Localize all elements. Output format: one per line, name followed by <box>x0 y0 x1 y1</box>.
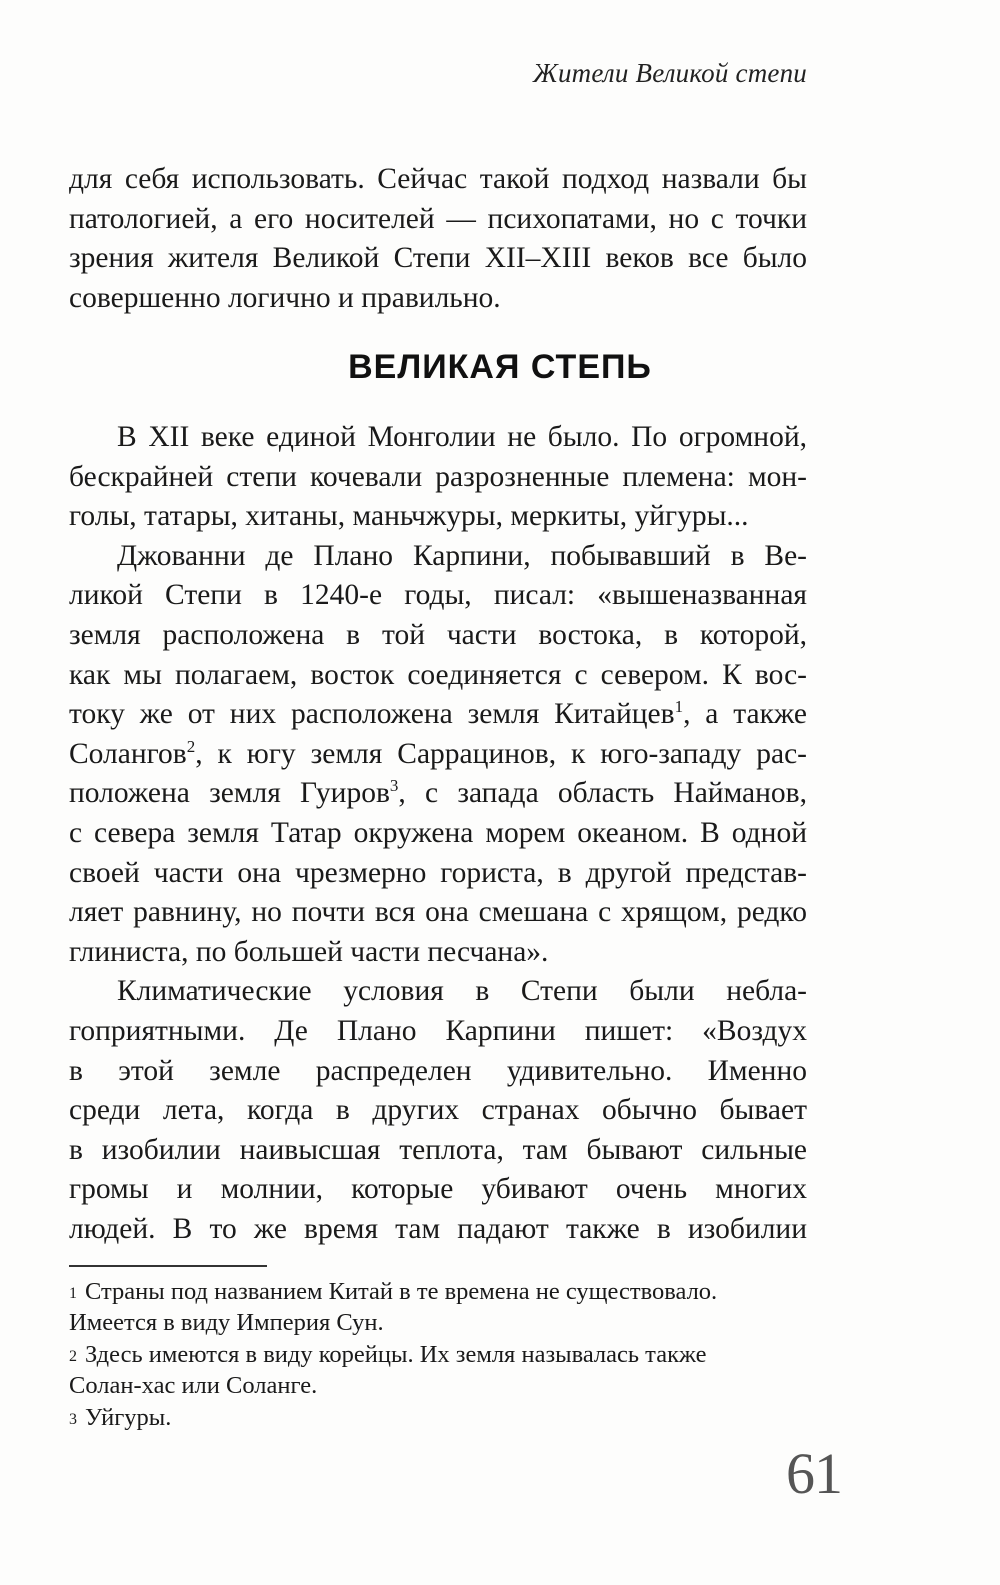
text-line <box>69 695 807 735</box>
text-line: бескрайней степи кочевали разрозненные племена: мон- <box>69 460 807 493</box>
text-line: как мы полагаем, восток соединяется с севером. К вос- <box>69 658 807 691</box>
paragraph-intro <box>69 418 807 537</box>
text-line <box>69 774 807 814</box>
text-line: гоприятными. Де Плано Карпини пишет: «Воздух <box>69 1014 807 1047</box>
text-fragment: току же от них расположена земля Китайцев <box>69 698 675 731</box>
footnote-line <box>69 1403 807 1434</box>
text-line: с севера земля Татар окружена морем океаном. В одной <box>69 816 807 849</box>
text-line: людей. В то же время там падают также в изобилии <box>69 1212 807 1245</box>
text-line: в изобилии наивысшая теплота, там бывают сильные <box>69 1133 807 1166</box>
footnote-ref-3[interactable]: 3 <box>389 776 399 796</box>
footnote-number: 2 <box>69 1348 77 1365</box>
text-fragment: , а также <box>683 698 808 731</box>
footnote-3 <box>69 1403 807 1434</box>
footnote-text: Здесь имеются в виду корейцы. Их земля называлась также <box>85 1341 707 1368</box>
footnote-text: Страны под названием Китай в те времена не существовало. <box>85 1278 718 1305</box>
text-line: В XII веке единой Монголии не было. По огромной, <box>117 421 807 453</box>
text-line: для себя использовать. Сейчас такой подход назвали бы <box>69 163 807 195</box>
paragraph-carpini-quote <box>69 537 807 973</box>
footnote-number: 3 <box>69 1411 77 1428</box>
footnote-1 <box>69 1277 807 1338</box>
footnotes <box>69 1277 807 1434</box>
footnote-line <box>69 1277 807 1308</box>
text-fragment: Солангов <box>69 737 187 770</box>
text-line: громы и молнии, которые убивают очень многих <box>69 1173 807 1206</box>
text-fragment: положена земля Гуиров <box>69 777 390 810</box>
main-text <box>69 418 807 1249</box>
text-line: в этой земле распределен удивительно. Именно <box>69 1054 807 1087</box>
text-line: глиниста, по большей части песчана». <box>69 935 549 968</box>
footnote-line: Имеется в виду Империя Сун. <box>69 1308 384 1336</box>
text-line: патологией, а его носителей — психопатами, но с точки <box>69 202 807 235</box>
footnote-ref-1[interactable]: 1 <box>674 697 684 717</box>
footnote-2 <box>69 1340 807 1401</box>
text-line: Джованни де Плано Карпини, побывавший в Ве- <box>117 539 807 572</box>
footnote-line <box>69 1340 807 1371</box>
footnote-number: 1 <box>69 1285 77 1302</box>
text-line: зрения жителя Великой Степи XII–XIII веков все было <box>69 242 807 275</box>
running-head: Жители Великой степи <box>533 58 807 88</box>
footnote-line: Солан-хас или Соланге. <box>69 1371 318 1399</box>
text-fragment: , с запада область Найманов, <box>398 777 807 810</box>
paragraph-continued <box>69 160 807 318</box>
text-line: голы, татары, хитаны, маньчжуры, меркиты, уйгуры... <box>69 500 749 533</box>
footnote-ref-2[interactable]: 2 <box>186 736 196 756</box>
text-line: своей части она чрезмерно гориста, в другой представ- <box>69 856 807 889</box>
text-line <box>69 735 807 775</box>
text-line: среди лета, когда в других странах обычно бывает <box>69 1094 807 1127</box>
footnote-separator <box>69 1265 267 1267</box>
text-line: ликой Степи в 1240-е годы, писал: «вышеназванная <box>69 579 807 612</box>
page-number: 61 <box>786 1441 842 1506</box>
text-fragment: , к югу земля Саррацинов, к юго-западу рас- <box>195 737 807 770</box>
section-heading: ВЕЛИКАЯ СТЕПЬ <box>348 348 652 386</box>
text-line: земля расположена в той части востока, в которой, <box>69 618 807 651</box>
text-line: ляет равнину, но почти вся она смешана с хрящом, редко <box>69 896 807 929</box>
paragraph-climate <box>69 972 807 1249</box>
footnote-text: Уйгуры. <box>85 1404 172 1431</box>
text-line: Климатические условия в Степи были небла- <box>117 975 807 1008</box>
text-line: совершенно логично и правильно. <box>69 281 501 314</box>
